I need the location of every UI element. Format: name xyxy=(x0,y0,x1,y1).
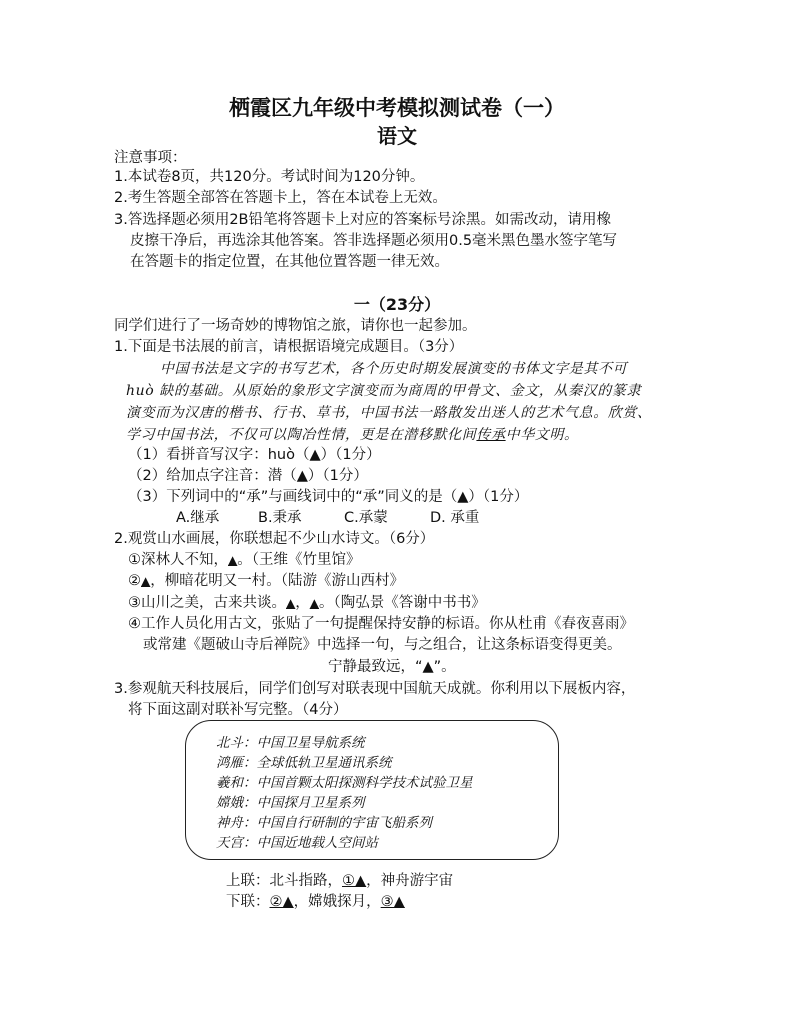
q1-passage-line: huò 缺的基础。从原始的象形文字演变而为商周的甲骨文、金文，从秦汉的篆隶 xyxy=(126,383,642,399)
board-line: 北斗：中国卫星导航系统 xyxy=(216,735,365,751)
q2-line-1 xyxy=(128,550,360,570)
subject-title: 语文 xyxy=(377,124,417,148)
q1-passage-line: 演变而为汉唐的楷书、行书、草书，中国书法一路散发出迷人的艺术气息。欣赏、 xyxy=(126,405,652,421)
couplet-text: 下联： xyxy=(226,894,270,910)
q2-stem: 2.观赏山水画展，你联想起不少山水诗文。（6分） xyxy=(114,531,435,547)
board-line: 神舟：中国自行研制的宇宙飞船系列 xyxy=(216,815,432,831)
answer-blank: ▲ xyxy=(309,596,319,610)
note-item: 在答题卡的指定位置，在其他位置答题一律无效。 xyxy=(130,254,449,270)
q1-option-c: C.承蒙 xyxy=(344,510,388,526)
couplet-text: ，嫦娥探月， xyxy=(293,894,381,910)
q1-sub2: （2）给加点字注音：潜（▲）（1分） xyxy=(128,468,368,484)
note-item: 皮擦干净后，再选涂其他答案。答非选择题必须用0.5毫米黑色墨水签字笔写 xyxy=(130,233,618,249)
note-item: 1.本试卷8页，共120分。考试时间为120分钟。 xyxy=(114,169,425,185)
q3-stem: 3.参观航天科技展后，同学们创写对联表现中国航天成就。你利用以下展板内容， xyxy=(114,681,636,697)
q2-text: ，柳暗花明又一村。（陆游《游山西村》 xyxy=(150,573,404,589)
q2-line-4a: ④工作人员化用古文，张贴了一句提醒保持安静的标语。你从杜甫《春夜喜雨》 xyxy=(128,616,634,632)
answer-blank: ③▲ xyxy=(380,894,405,910)
q1-stem: 1.下面是书法展的前言，请根据语境完成题目。（3分） xyxy=(114,339,464,355)
q2-text: ② xyxy=(128,573,141,589)
q2-line-2 xyxy=(128,571,404,591)
q1-sub3: （3）下列词中的“承”与画线词中的“承”同义的是（▲）（1分） xyxy=(128,489,529,505)
notes-heading: 注意事项： xyxy=(114,150,187,166)
q3-stem-cont: 将下面这副对联补写完整。（4分） xyxy=(128,702,348,718)
q2-text: ①深林人不知， xyxy=(128,552,228,568)
passage-text: 中华文明。 xyxy=(505,427,579,443)
q1-passage-line xyxy=(126,425,579,445)
couplet-text: 上联：北斗指路， xyxy=(226,873,342,889)
q2-text: ③山川之美，古来共谈。 xyxy=(128,595,286,611)
board-line: 鸿雁：全球低轨卫星通讯系统 xyxy=(216,755,392,771)
q1-option-a: A.继承 xyxy=(176,510,220,526)
q2-text: ， xyxy=(295,595,310,611)
answer-blank: ▲ xyxy=(228,553,238,567)
q2-line-4b: 或常建《题破山寺后禅院》中选择一句，与之组合，让这条标语变得更美。 xyxy=(143,637,622,653)
q1-option-d: D. 承重 xyxy=(430,510,480,526)
board-line: 嫦娥：中国探月卫星系列 xyxy=(216,795,365,811)
board-line: 羲和：中国首颗太阳探测科学技术试验卫星 xyxy=(216,775,473,791)
note-item: 2.考生答题全部答在答题卡上，答在本试卷上无效。 xyxy=(114,190,447,206)
underlined-word: 传承 xyxy=(476,427,506,443)
passage-text: 学习中国书法，不仅可以陶冶性情，更是在潜移默化间 xyxy=(126,427,477,443)
answer-blank: ▲ xyxy=(286,596,296,610)
q1-passage-line: 中国书法是文字的书写艺术，各个历史时期发展演变的书体文字是其不可 xyxy=(160,361,628,377)
q1-option-b: B.秉承 xyxy=(258,510,302,526)
q1-sub1: （1）看拼音写汉字：huò（▲）（1分） xyxy=(128,447,381,463)
section-intro: 同学们进行了一场奇妙的博物馆之旅，请你也一起参加。 xyxy=(114,318,477,334)
section-heading: 一（23分） xyxy=(353,295,441,314)
q2-line-3 xyxy=(128,593,486,613)
q2-text: 。（王维《竹里馆》 xyxy=(237,552,361,568)
couplet-lower xyxy=(226,892,405,912)
q2-text: 。（陶弘景《答谢中书书》 xyxy=(318,595,486,611)
answer-blank: ▲ xyxy=(141,574,151,588)
couplet-text: ，神舟游宇宙 xyxy=(366,873,454,889)
couplet-upper xyxy=(226,871,453,891)
answer-blank: ②▲ xyxy=(269,894,294,910)
board-line: 天宫：中国近地载人空间站 xyxy=(216,835,378,851)
exam-title: 栖霞区九年级中考模拟测试卷（一） xyxy=(229,95,565,120)
note-item: 3.答选择题必须用2B铅笔将答题卡上对应的答案标号涂黑。如需改动，请用橡 xyxy=(114,212,612,228)
exhibit-board xyxy=(185,720,559,860)
q2-slogan: 宁静最致远，“▲”。 xyxy=(328,659,456,675)
answer-blank: ①▲ xyxy=(342,873,367,889)
